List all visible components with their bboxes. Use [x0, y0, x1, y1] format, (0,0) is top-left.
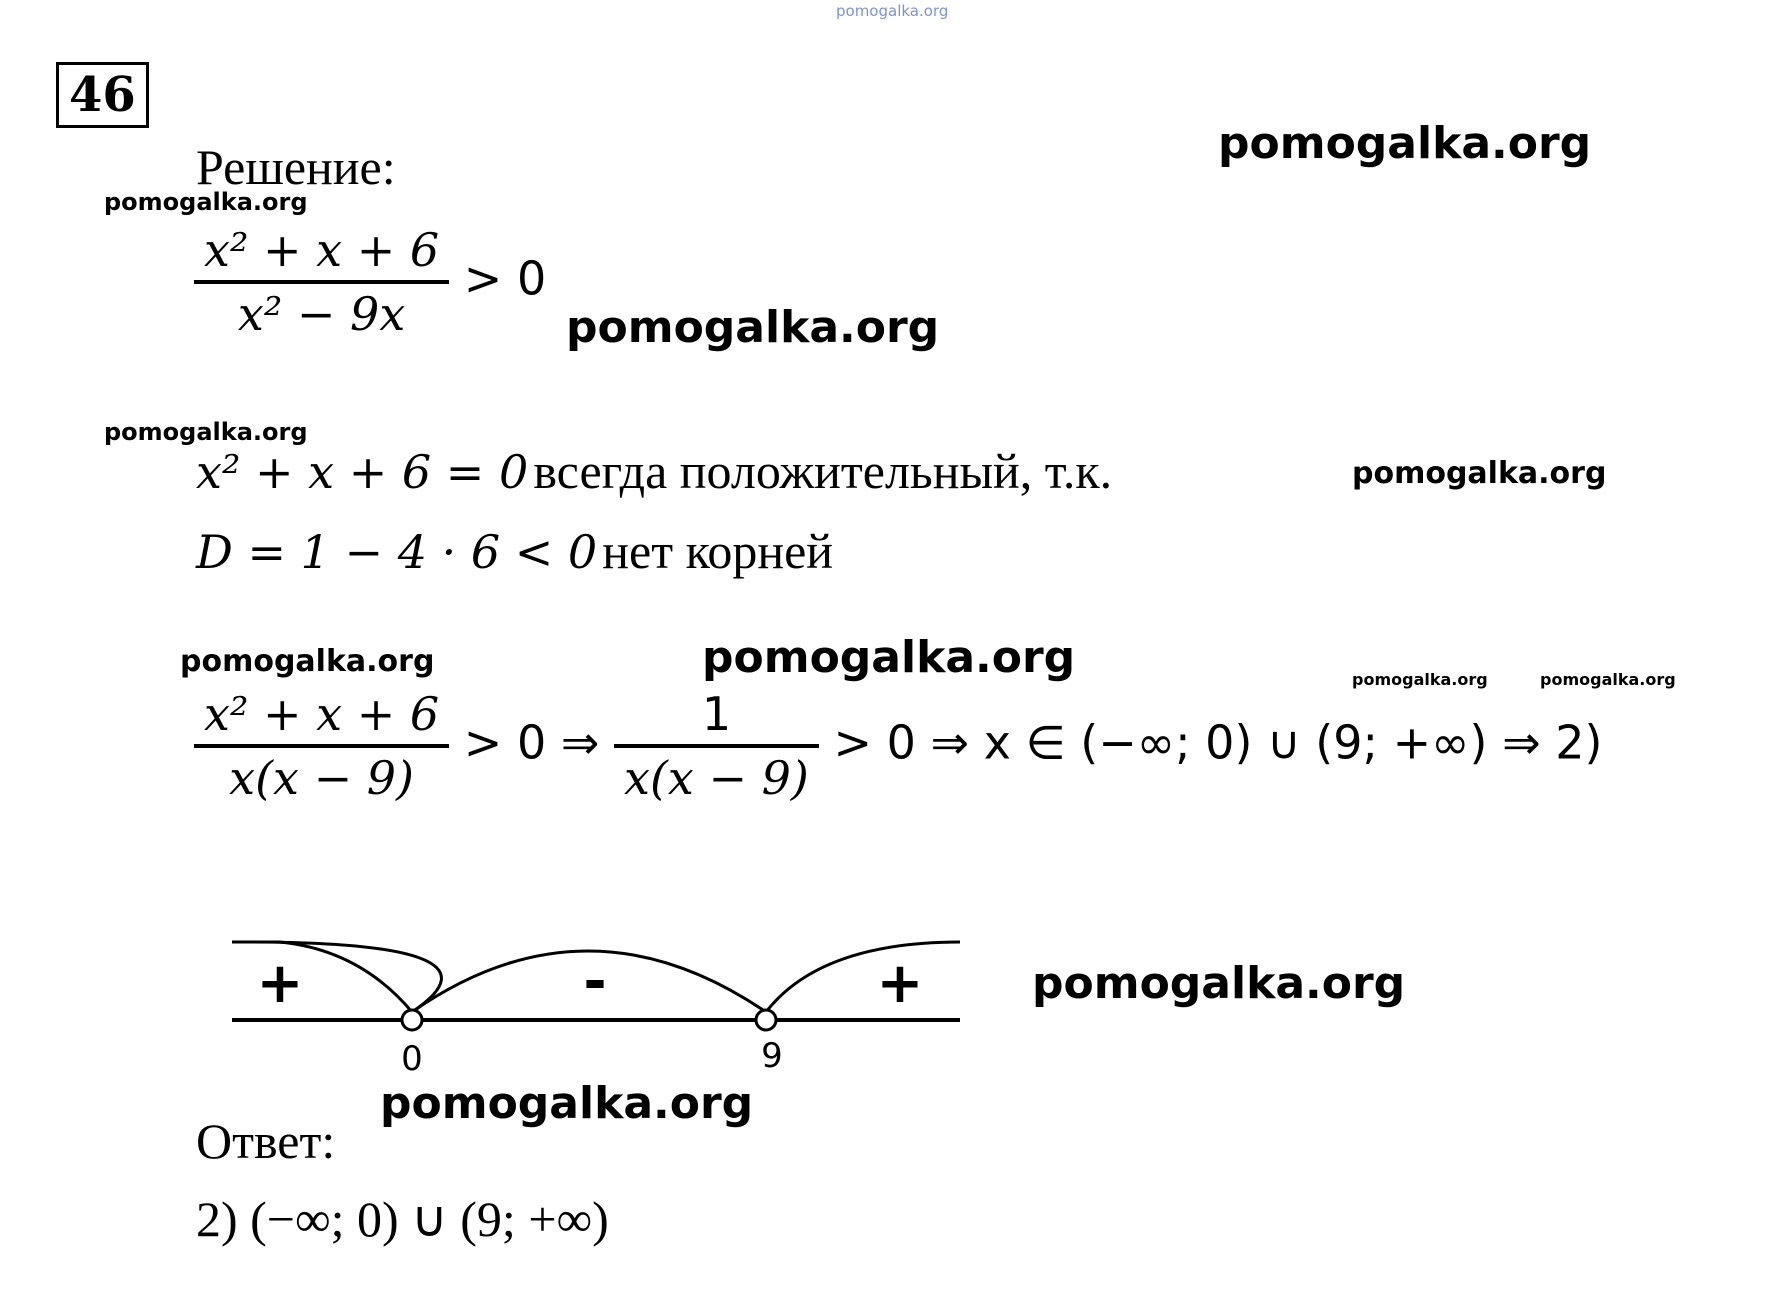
- sign-arc-right: [766, 942, 960, 1012]
- point-label-0: 0: [401, 1039, 423, 1079]
- answer-heading: Ответ:: [196, 1113, 336, 1169]
- point-open-0: [402, 1010, 422, 1030]
- fraction-numerator: x² + x + 6: [204, 687, 440, 741]
- number-line-diagram: [220, 930, 980, 1080]
- watermark: pomogalka.org: [566, 302, 940, 353]
- watermark: pomogalka.org: [702, 632, 1076, 683]
- sign-plus-left: +: [256, 951, 304, 1016]
- answer-value: 2) (−∞; 0) ∪ (9; +∞): [196, 1191, 609, 1247]
- fraction-numerator: 1: [701, 687, 732, 741]
- sign-plus-right: +: [876, 951, 924, 1016]
- point-label-9: 9: [761, 1036, 783, 1076]
- watermark: pomogalka.org: [1032, 958, 1406, 1009]
- sign-minus: -: [583, 949, 607, 1014]
- watermark: pomogalka.org: [180, 644, 435, 679]
- inequality-rhs: > 0: [463, 251, 547, 306]
- implication-mid: > 0 ⇒: [463, 715, 600, 770]
- fraction-denominator: x(x − 9): [229, 751, 414, 805]
- problem-number-badge: 46: [56, 62, 149, 128]
- fraction-step3-b: [614, 684, 819, 808]
- watermark: pomogalka.org: [104, 418, 308, 446]
- inequality-step1: [194, 220, 546, 344]
- solution-set-chain: > 0 ⇒ x ∈ (−∞; 0) ∪ (9; +∞) ⇒ 2): [833, 715, 1603, 770]
- inequality-chain: [194, 684, 1602, 808]
- discriminant-line-1: [196, 442, 1112, 500]
- fraction-step1: [194, 220, 449, 344]
- discriminant-line-2: [196, 522, 833, 580]
- watermark: pomogalka.org: [1540, 670, 1676, 689]
- no-roots-text: нет корней: [602, 523, 834, 579]
- point-open-9: [756, 1010, 776, 1030]
- fraction-numerator: x² + x + 6: [204, 223, 440, 277]
- quadratic-equation: x² + x + 6 = 0: [196, 445, 529, 499]
- watermark: pomogalka.org: [1352, 670, 1488, 689]
- watermark: pomogalka.org: [104, 188, 308, 216]
- watermark-top: pomogalka.org: [836, 2, 949, 20]
- solution-heading: Решение:: [196, 139, 396, 195]
- fraction-denominator: x(x − 9): [624, 751, 809, 805]
- watermark: pomogalka.org: [380, 1078, 754, 1129]
- fraction-denominator: x² − 9x: [237, 287, 406, 341]
- fraction-step3-a: [194, 684, 449, 808]
- watermark: pomogalka.org: [1352, 456, 1607, 491]
- discriminant-expression: D = 1 − 4 · 6 < 0: [196, 525, 598, 579]
- watermark: pomogalka.org: [1218, 118, 1592, 169]
- explanation-text: всегда положительный, т.к.: [533, 443, 1113, 499]
